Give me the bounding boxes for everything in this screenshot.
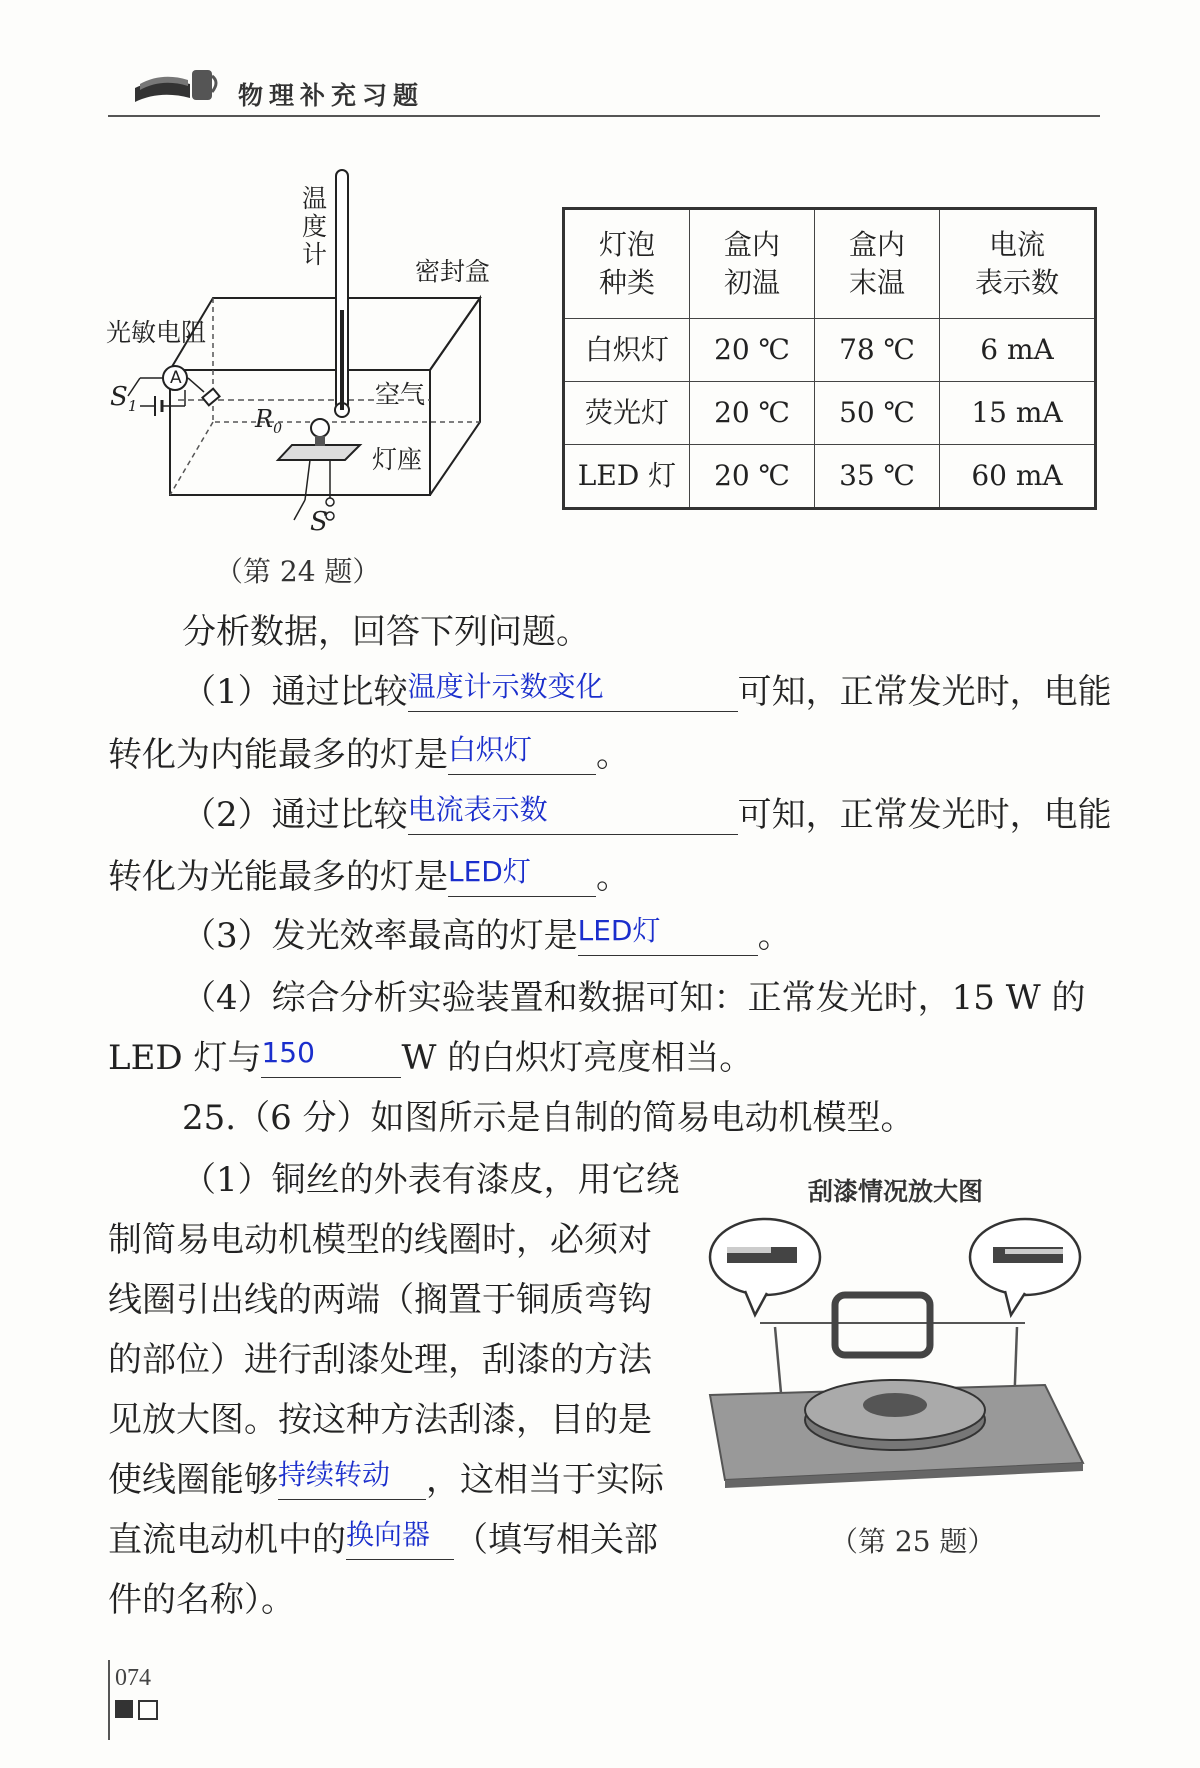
lamp-data-table xyxy=(562,207,1097,510)
answer-blank[interactable] xyxy=(448,733,596,775)
header-title: 物理补充习题 xyxy=(238,81,425,110)
table-header: 盒内 末温 xyxy=(815,209,940,319)
label-photoresistor: 光敏电阻 xyxy=(106,318,207,347)
table-header: 盒内 初温 xyxy=(690,209,815,319)
answer-text: LED灯 xyxy=(577,914,661,947)
table-row xyxy=(564,445,1096,509)
table-cell: 60 mA xyxy=(940,445,1096,509)
answer-blank[interactable] xyxy=(278,1458,426,1500)
q24-part3: （3）发光效率最高的灯是 LED灯 。 xyxy=(182,916,792,956)
label-air: 空气 xyxy=(375,380,426,409)
q24-part4-line2: LED 灯与 150 W 的白炽灯亮度相当。 xyxy=(108,1038,753,1078)
q25-line: 的部位）进行刮漆处理，刮漆的方法 xyxy=(108,1340,652,1380)
answer-blank[interactable] xyxy=(346,1518,454,1560)
footer-square-filled-icon xyxy=(115,1700,133,1718)
q24-part2-line2: 转化为光能最多的灯是 LED灯 。 xyxy=(108,857,630,897)
table-cell: 50 ℃ xyxy=(815,382,940,445)
answer-text: 持续转动 xyxy=(278,1458,391,1491)
answer-blank[interactable] xyxy=(407,793,738,835)
answer-text: 白炽灯 xyxy=(448,733,533,766)
table-cell: 20 ℃ xyxy=(690,445,815,509)
q25-title: 25.（6 分）如图所示是自制的简易电动机模型。 xyxy=(182,1098,915,1138)
q25-line: 线圈引出线的两端（搁置于铜质弯钩 xyxy=(108,1280,652,1320)
footer-divider xyxy=(108,1660,110,1740)
fig24-caption: （第 24 题） xyxy=(215,555,381,588)
table-cell: 35 ℃ xyxy=(815,445,940,509)
answer-blank[interactable] xyxy=(261,1036,401,1078)
q24-intro: 分析数据，回答下列问题。 xyxy=(182,612,590,652)
label-thermometer: 温度计 xyxy=(302,184,328,269)
answer-text: 150 xyxy=(261,1036,315,1069)
table-header: 电流 表示数 xyxy=(940,209,1096,319)
header-divider xyxy=(108,115,1100,117)
table-cell: LED 灯 xyxy=(564,445,690,509)
q25-line: （1）铜丝的外表有漆皮，用它绕 xyxy=(182,1160,680,1200)
answer-text: 温度计示数变化 xyxy=(407,670,604,703)
label-lamp-holder: 灯座 xyxy=(372,445,423,474)
answer-blank[interactable] xyxy=(448,855,596,897)
table-row xyxy=(564,319,1096,382)
label-s1: $S_1$ xyxy=(110,382,138,416)
q25-line: 使线圈能够 持续转动 ，这相当于实际 xyxy=(108,1460,664,1500)
q25-line: 直流电动机中的 换向器 （填写相关部 xyxy=(108,1520,658,1560)
footer-square-empty-icon xyxy=(138,1700,158,1720)
book-logo-icon xyxy=(130,58,220,110)
table-cell: 15 mA xyxy=(940,382,1096,445)
fig25-title: 刮漆情况放大图 xyxy=(808,1177,984,1206)
table-cell: 白炽灯 xyxy=(564,319,690,382)
answer-blank[interactable] xyxy=(407,670,738,712)
table-cell: 20 ℃ xyxy=(690,382,815,445)
label-ammeter: A xyxy=(170,368,182,388)
table-cell: 6 mA xyxy=(940,319,1096,382)
label-s: S xyxy=(310,507,328,537)
answer-text: 换向器 xyxy=(346,1518,431,1551)
table-cell: 78 ℃ xyxy=(815,319,940,382)
fig25-motor-diagram xyxy=(705,1215,1090,1515)
q25-line: 件的名称）。 xyxy=(108,1580,295,1620)
table-cell: 20 ℃ xyxy=(690,319,815,382)
label-sealed-box: 密封盒 xyxy=(415,257,491,286)
q25-line: 制简易电动机模型的线圈时，必须对 xyxy=(108,1220,652,1260)
table-header: 灯泡 种类 xyxy=(564,209,690,319)
q25-line: 见放大图。按这种方法刮漆，目的是 xyxy=(108,1400,652,1440)
fig25-caption: （第 25 题） xyxy=(830,1525,996,1558)
page-number: 074 xyxy=(115,1665,151,1691)
table-row xyxy=(564,382,1096,445)
q24-part1-line2: 转化为内能最多的灯是 白炽灯 。 xyxy=(108,735,630,775)
answer-text: 电流表示数 xyxy=(407,793,548,826)
table-cell: 荧光灯 xyxy=(564,382,690,445)
label-r0: $R_0$ xyxy=(255,405,282,437)
q24-part4-line1: （4）综合分析实验装置和数据可知：正常发光时，15 W 的 xyxy=(182,978,1086,1018)
answer-blank[interactable] xyxy=(577,914,758,956)
q24-part2-line1: （2）通过比较 电流表示数 可知，正常发光时，电能 xyxy=(182,795,1112,835)
answer-text: LED灯 xyxy=(448,855,531,888)
q24-part1-line1: （1）通过比较 温度计示数变化 可知，正常发光时，电能 xyxy=(182,672,1112,712)
